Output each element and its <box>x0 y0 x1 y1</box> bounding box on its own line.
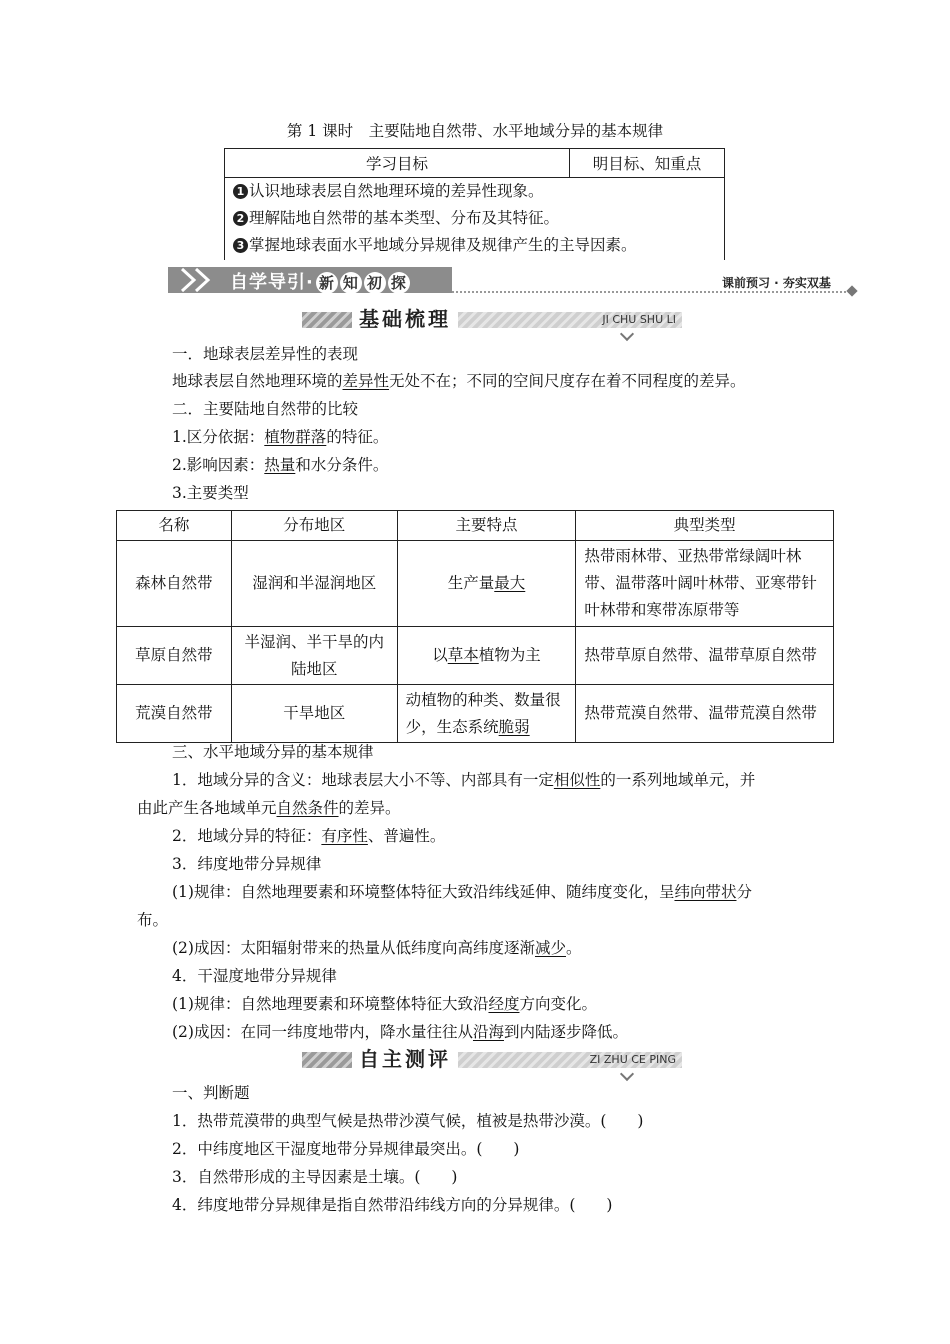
table-row <box>117 541 834 627</box>
paragraph: 地球表层自然地理环境的差异性无处不在；不同的空间尺度存在着不同程度的差异。 <box>172 372 746 390</box>
table-header-row <box>117 511 834 541</box>
objective-item: 1 认识地球表层自然地理环境的差异性现象。 <box>233 179 544 201</box>
table-row <box>117 685 834 743</box>
paragraph: 2．地域分异的特征：有序性、普遍性。 <box>172 827 446 845</box>
objectives-col2: 明目标、知重点 <box>592 155 702 173</box>
banner-title: 自学导引· 新 知 初 探 <box>230 268 410 294</box>
diamond-icon <box>846 285 857 296</box>
paragraph: 3.主要类型 <box>172 484 249 502</box>
lesson-title: 第 1 课时 主要陆地自然带、水平地域分异的基本规律 <box>286 122 664 140</box>
table-cell: 热带荒漠自然带、温带荒漠自然带 <box>576 685 834 743</box>
objective-item: 2 理解陆地自然带的基本类型、分布及其特征。 <box>233 206 559 228</box>
heading-2: 二．主要陆地自然带的比较 <box>172 400 359 418</box>
table-cell: 湿润和半湿润地区 <box>231 541 397 627</box>
objectives-box <box>224 148 725 260</box>
table-header: 主要特点 <box>397 511 576 541</box>
paragraph: (1)规律：自然地理要素和环境整体特征大致沿纬线延伸、随纬度变化，呈纬向带状分 <box>172 883 752 901</box>
paragraph: 3．纬度地带分异规律 <box>172 855 322 873</box>
paragraph: 2.影响因素：热量和水分条件。 <box>172 456 389 474</box>
objectives-col1: 学习目标 <box>365 155 428 173</box>
table-cell: 生产量最大 <box>397 541 576 627</box>
paragraph: 由此产生各地域单元自然条件的差异。 <box>137 799 401 817</box>
quiz-item: 1．热带荒漠带的典型气候是热带沙漠气候，植被是热带沙漠。( ) <box>172 1112 644 1130</box>
table-cell: 草原自然带 <box>117 627 232 685</box>
paragraph: (2)成因：太阳辐射带来的热量从低纬度向高纬度逐渐减少。 <box>172 939 582 957</box>
paragraph: 布。 <box>137 911 169 929</box>
number-badge: 2 <box>233 211 248 226</box>
paragraph: 1．地域分异的含义：地球表层大小不等、内部具有一定相似性的一系列地域单元，并 <box>172 771 756 789</box>
paragraph: (1)规律：自然地理要素和环境整体特征大致沿经度方向变化。 <box>172 995 597 1013</box>
table-cell: 以草本植物为主 <box>397 627 576 685</box>
section-pinyin: JI CHU SHU LI <box>602 313 676 326</box>
section-header-self-test <box>302 1044 682 1080</box>
number-badge: 1 <box>233 184 248 199</box>
banner-subtitle: 课前预习 · 夯实双基 <box>722 276 831 290</box>
objectives-header <box>225 149 724 178</box>
objective-item: 3 掌握地球表面水平地域分异规律及规律产生的主导因素。 <box>233 233 637 255</box>
table-cell: 森林自然带 <box>117 541 232 627</box>
quiz-heading: 一、判断题 <box>172 1084 250 1102</box>
table-cell: 动植物的种类、数量很少，生态系统脆弱 <box>397 685 576 743</box>
section-banner <box>168 265 858 297</box>
table-header: 典型类型 <box>576 511 834 541</box>
table-cell: 热带雨林带、亚热带常绿阔叶林带、温带落叶阔叶林带、亚寒带针叶林带和寒带冻原带等 <box>576 541 834 627</box>
chevron-down-icon <box>620 327 634 341</box>
quiz-item: 4．纬度地带分异规律是指自然带沿纬线方向的分异规律。( ) <box>172 1196 613 1214</box>
section-label: 基础梳理 <box>352 306 458 332</box>
table-cell: 荒漠自然带 <box>117 685 232 743</box>
quiz-item: 3．自然带形成的主导因素是土壤。( ) <box>172 1168 458 1186</box>
table-header: 名称 <box>117 511 232 541</box>
quiz-item: 2．中纬度地区干湿度地带分异规律最突出。( ) <box>172 1140 520 1158</box>
paragraph: (2)成因：在同一纬度地带内，降水量往往从沿海到内陆逐步降低。 <box>172 1023 628 1041</box>
section-label: 自主测评 <box>352 1046 458 1072</box>
table-cell: 干旱地区 <box>231 685 397 743</box>
table-cell: 半湿润、半干旱的内陆地区 <box>231 627 397 685</box>
double-chevron-icon <box>174 267 234 293</box>
heading-1: 一．地球表层差异性的表现 <box>172 345 359 363</box>
number-badge: 3 <box>233 238 248 253</box>
heading-3: 三、水平地域分异的基本规律 <box>172 743 374 761</box>
zones-table <box>116 510 834 743</box>
table-row <box>117 627 834 685</box>
paragraph: 1.区分依据：植物群落的特征。 <box>172 428 389 446</box>
section-pinyin: ZI ZHU CE PING <box>589 1053 676 1066</box>
table-header: 分布地区 <box>231 511 397 541</box>
table-cell: 热带草原自然带、温带草原自然带 <box>576 627 834 685</box>
section-header-basics <box>302 304 682 340</box>
chevron-down-icon <box>620 1067 634 1081</box>
paragraph: 4．干湿度地带分异规律 <box>172 967 337 985</box>
